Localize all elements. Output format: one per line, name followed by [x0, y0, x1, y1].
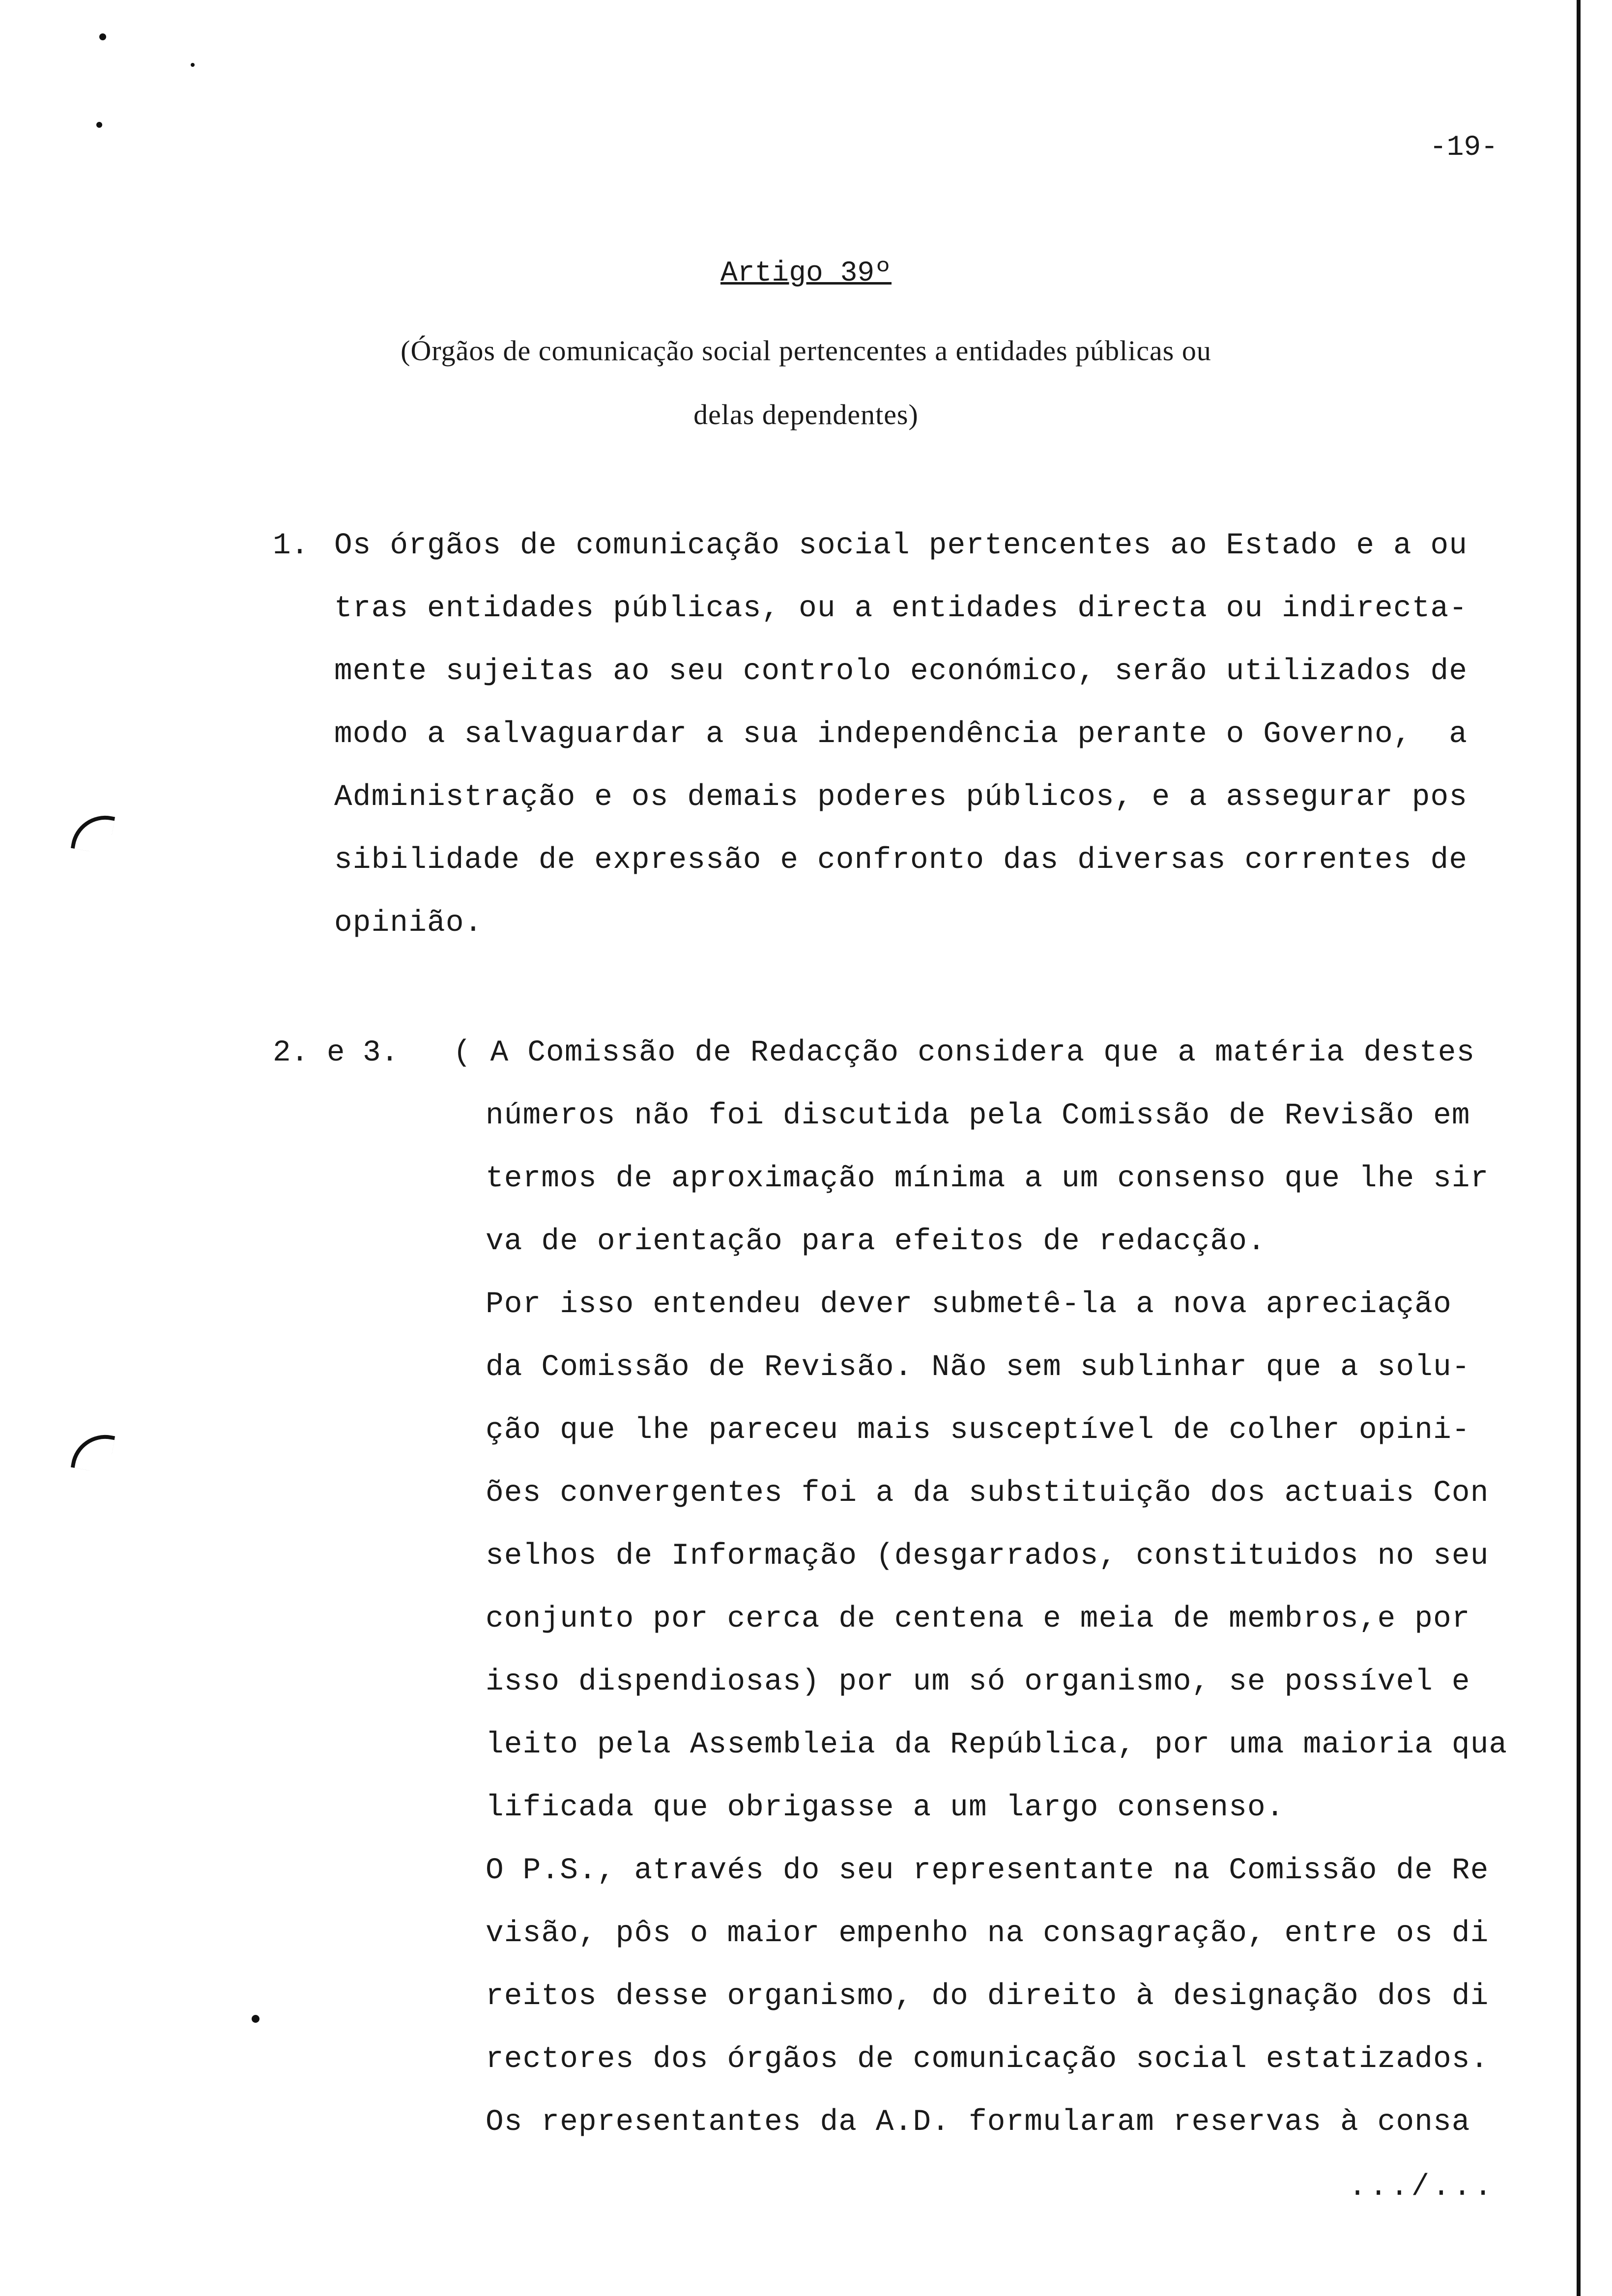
- paragraph2-line-11: isso dispendiosas) por um só organismo, se possível e: [486, 1665, 1470, 1699]
- scan-speck: [96, 122, 102, 128]
- paragraph2-line-17: rectores dos órgãos de comunicação social estatizados.: [486, 2042, 1489, 2076]
- scan-speck: [99, 33, 106, 40]
- scan-speck: [252, 2015, 259, 2023]
- article-subtitle-line2: delas dependentes): [693, 399, 919, 430]
- paragraph2-line-15: visão, pôs o maior empenho na consagração, entre os di: [486, 1917, 1489, 1951]
- paragraph2-line-8: ões convergentes foi a da substituição dos actuais Con: [486, 1476, 1489, 1510]
- paragraph2-line-9: selhos de Informação (desgarrados, constituidos no seu: [486, 1539, 1489, 1573]
- paragraph2-line-2: números não foi discutida pela Comissão de Revisão em: [486, 1099, 1470, 1133]
- paragraph2-line-18: Os representantes da A.D. formularam reservas à consa: [486, 2105, 1470, 2139]
- paragraph2-line-10: conjunto por cerca de centena e meia de membros,e por: [486, 1602, 1470, 1636]
- paragraph1-line-4: modo a salvaguardar a sua independência perante o Governo, a: [334, 718, 1468, 751]
- article-title: Artigo 39º: [720, 258, 892, 289]
- paragraph1-line-6: sibilidade de expressão e confronto das diversas correntes de: [334, 843, 1468, 877]
- paragraph1-line-5: Administração e os demais poderes públicos, e a assegurar pos: [334, 780, 1468, 814]
- paragraph2-line-4: va de orientação para efeitos de redacção.: [486, 1225, 1266, 1259]
- scan-hook-mark: [71, 810, 115, 855]
- paragraph2-line-13: lificada que obrigasse a um largo consenso.: [486, 1791, 1285, 1825]
- paragraph2-line-14: O P.S., através do seu representante na Comissão de Re: [486, 1854, 1489, 1888]
- scan-speck: [191, 63, 195, 67]
- article-subtitle-line1: (Órgãos de comunicação social pertencentes a entidades públicas ou: [401, 335, 1211, 367]
- paragraph1-line-7: opinião.: [334, 906, 483, 940]
- paragraph2-line-3: termos de aproximação mínima a um consenso que lhe sir: [486, 1162, 1489, 1196]
- paragraph2-line-1: ( A Comissão de Redacção considera que a matéria destes: [453, 1036, 1475, 1070]
- paragraph2-number: 2. e 3.: [273, 1036, 399, 1070]
- continuation-mark: .../...: [1348, 2170, 1495, 2204]
- paragraph2-line-12: leito pela Assembleia da República, por uma maioria qua: [486, 1728, 1508, 1762]
- scan-hook-mark: [71, 1430, 115, 1474]
- paragraph1-line-3: mente sujeitas ao seu controlo económico, serão utilizados de: [334, 655, 1468, 689]
- paragraph1-line-1: Os órgãos de comunicação social pertencentes ao Estado e a ou: [334, 529, 1468, 563]
- paragraph1-line-2: tras entidades públicas, ou a entidades directa ou indirecta-: [334, 592, 1468, 626]
- paragraph2-line-7: ção que lhe pareceu mais susceptível de colher opini-: [486, 1413, 1470, 1447]
- page-number: -19-: [1429, 132, 1498, 164]
- paragraph2-line-16: reitos desse organismo, do direito à designação dos di: [486, 1980, 1489, 2013]
- paragraph1-number: 1.: [273, 529, 309, 563]
- paragraph2-line-5: Por isso entendeu dever submetê-la a nova apreciação: [486, 1288, 1452, 1321]
- paragraph2-line-6: da Comissão de Revisão. Não sem sublinhar que a solu-: [486, 1350, 1470, 1384]
